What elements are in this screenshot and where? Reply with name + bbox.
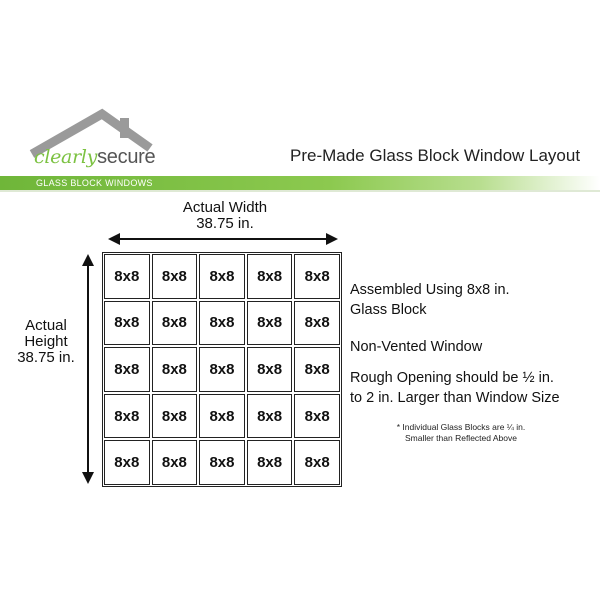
glass-block-cell: 8x8: [199, 440, 245, 485]
glass-block-cell: 8x8: [152, 347, 198, 392]
note-nonvented: Non-Vented Window: [350, 339, 483, 355]
glass-block-cell: 8x8: [152, 301, 198, 346]
glass-block-cell: 8x8: [247, 440, 293, 485]
glass-block-cell: 8x8: [152, 440, 198, 485]
note-rough-line1: Rough Opening should be ½ in.: [350, 370, 554, 386]
glass-block-cell: 8x8: [199, 394, 245, 439]
glass-block-cell: 8x8: [294, 254, 340, 299]
note-rough-opening: [350, 368, 560, 408]
height-label-text: Actual Height: [24, 317, 68, 350]
glass-block-cell: 8x8: [247, 394, 293, 439]
height-label: [4, 318, 88, 366]
glass-block-cell: 8x8: [104, 440, 150, 485]
width-value-text: 38.75 in.: [196, 215, 254, 232]
glass-block-cell: 8x8: [294, 347, 340, 392]
width-label: [110, 200, 340, 232]
page-title: Pre-Made Glass Block Window Layout: [290, 146, 581, 165]
glass-block-cell: 8x8: [104, 347, 150, 392]
glass-block-cell: 8x8: [199, 301, 245, 346]
height-value-text: 38.75 in.: [17, 349, 75, 366]
glass-block-cell: 8x8: [152, 254, 198, 299]
glass-block-cell: 8x8: [104, 301, 150, 346]
header-divider: [0, 190, 600, 192]
glass-block-cell: 8x8: [199, 347, 245, 392]
note-assembled-line1: Assembled Using 8x8 in.: [350, 282, 510, 298]
brand-second-word: secure: [97, 146, 156, 168]
footnote-line2: Smaller than Reflected Above: [405, 433, 517, 443]
note-rough-line2: to 2 in. Larger than Window Size: [350, 390, 560, 406]
note-assembled: [350, 280, 510, 320]
glass-block-cell: 8x8: [294, 301, 340, 346]
brand-first-word: clearly: [34, 146, 98, 168]
footnote-line1: * Individual Glass Blocks are ¼ in.: [396, 422, 526, 432]
footnote: [346, 422, 576, 444]
width-arrow: [108, 232, 338, 246]
glass-block-cell: 8x8: [247, 301, 293, 346]
glass-block-cell: 8x8: [294, 394, 340, 439]
note-assembled-line2: Glass Block: [350, 302, 427, 318]
glass-block-grid: [102, 252, 342, 487]
glass-block-cell: 8x8: [294, 440, 340, 485]
glass-block-cell: 8x8: [152, 394, 198, 439]
glass-block-cell: 8x8: [199, 254, 245, 299]
brand-logo: [34, 146, 155, 169]
glass-block-cell: 8x8: [247, 254, 293, 299]
glass-block-cell: 8x8: [104, 394, 150, 439]
glass-block-cell: 8x8: [104, 254, 150, 299]
brand-tagline: GLASS BLOCK WINDOWS: [36, 178, 153, 188]
glass-block-cell: 8x8: [247, 347, 293, 392]
height-arrow: [81, 254, 95, 484]
width-label-text: Actual Width: [182, 199, 268, 216]
